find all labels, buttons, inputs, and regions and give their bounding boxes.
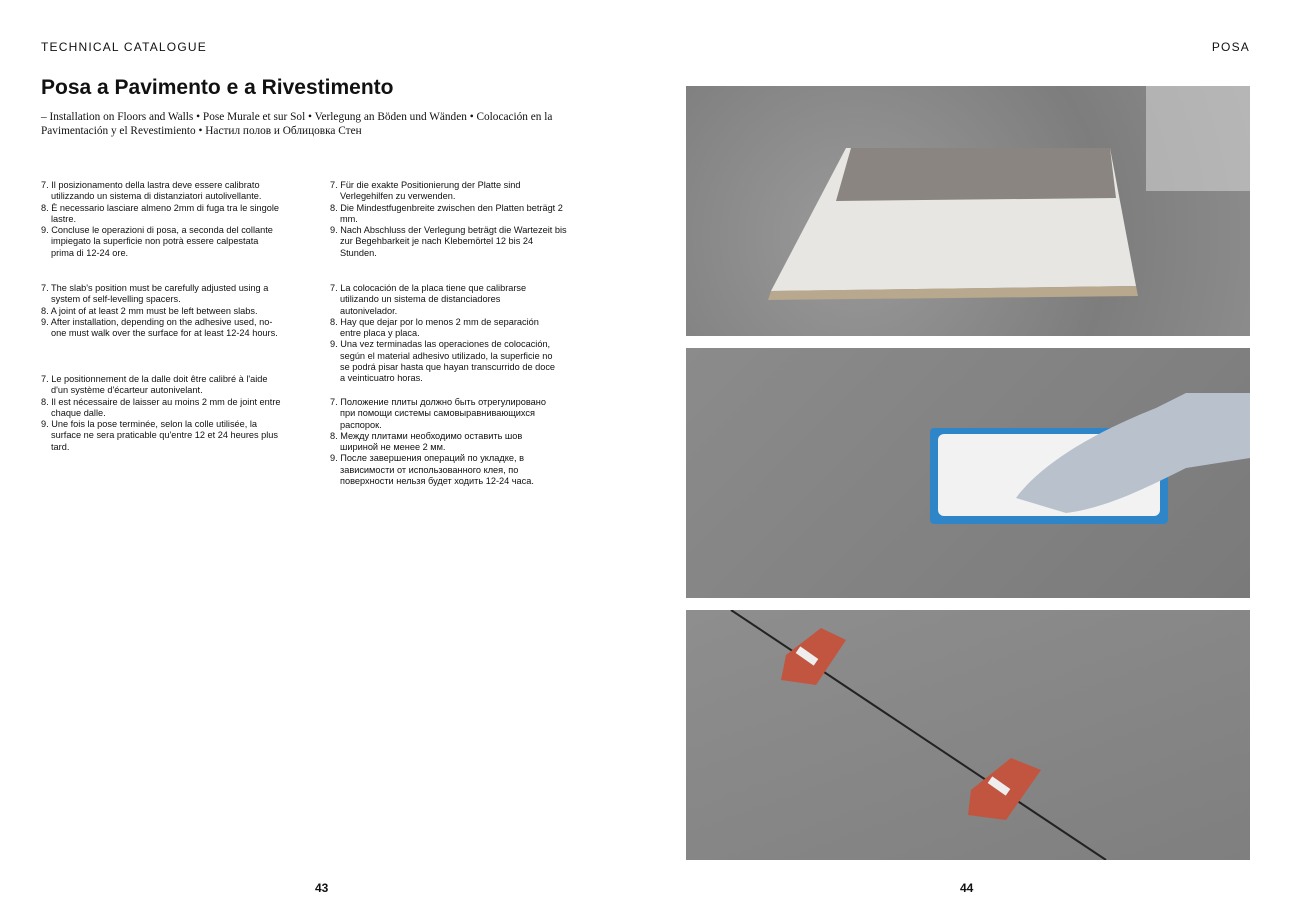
catalogue-header: TECHNICAL CATALOGUE [41,40,207,54]
list-item: 8. Hay que dejar por lo menos 2 mm de separación entre placa y placa. [330,316,539,339]
text-block-french [41,374,281,453]
list-item: 9. Una vez terminadas las operaciones de colocación, según el material adhesivo utilizado, la superficie no se podrá pisar hasta que hayan transcurrido de doce a veinticuatro horas. [330,339,556,384]
photo-grout-float [686,348,1250,598]
text-block-spanish [330,283,560,385]
text-block-english [41,283,281,339]
page-title: Posa a Pavimento e a Rivestimento [41,76,394,99]
list-item: 7. Il posizionamento della lastra deve essere calibrato utilizzando un sistema di distanziatori autolivellante. [41,180,262,202]
text-block-german [330,180,570,259]
photo-levelling-spacers [686,610,1250,860]
list-item: 9. Nach Abschluss der Verlegung beträgt die Wartezeit bis zur Begehbarkeit je nach Klebemörtel 12 bis 24 Stunden. [330,225,567,258]
subtitle: – Installation on Floors and Walls • Pose Murale et sur Sol • Verlegung an Böden und Wänden • Colocación en la Pavimentación y el Revestimiento • Настил полов и Облицовка Стен [41,111,553,137]
list-item: 9. Concluse le operazioni di posa, a seconda del collante impiegato la superficie non potrà essere calpestata prima di 12-24 ore. [41,225,273,258]
grout-float-illustration [686,348,1250,598]
list-item: 7. The slab's position must be carefully adjusted using a system of self-levelling spacers. [41,283,269,305]
list-item: 7. Für die exakte Positionierung der Platte sind Verlegehilfen zu verwenden. [330,180,521,202]
list-item: 7. Le positionnement de la dalle doit être calibré à l'aide d'un système d'écarteur autonivelant. [41,374,268,396]
page-number-left: 43 [315,881,329,895]
text-block-russian [330,397,550,487]
text-block-italian [41,180,281,259]
list-item: 8. Между плитами необходимо оставить шов шириной не менее 2 мм. [330,430,523,453]
slab-on-adhesive-illustration [686,86,1250,336]
list-item: 9. После завершения операций по укладке, в зависимости от использованного клея, по поверхности нельзя будет ходить 12-24 часа. [330,453,534,487]
list-item: 8. Die Mindestfugenbreite zwischen den Platten beträgt 2 mm. [330,202,563,224]
list-item: 9. Une fois la pose terminée, selon la colle utilisée, la surface ne sera praticable qu'entre 12 et 24 heures plus tard. [41,419,278,452]
list-item: 7. Положение плиты должно быть отрегулировано при помощи системы самовыравнивающихся распорок. [330,397,546,430]
list-item: 8. È necessario lasciare almeno 2mm di fuga tra le singole lastre. [41,202,279,224]
list-item: 9. After installation, depending on the adhesive used, no-one must walk over the surface for at least 12-24 hours. [41,316,278,339]
section-header: POSA [1211,40,1250,54]
photo-adhesive-slab [686,86,1250,336]
list-item: 8. Il est nécessaire de laisser au moins 2 mm de joint entre chaque dalle. [41,396,281,418]
list-item: 8. A joint of at least 2 mm must be left between slabs. [41,305,258,316]
list-item: 7. La colocación de la placa tiene que calibrarse utilizando un sistema de distanciadores autonivelador. [330,283,527,316]
levelling-spacers-illustration [686,610,1250,860]
page-number-right: 44 [960,881,974,895]
